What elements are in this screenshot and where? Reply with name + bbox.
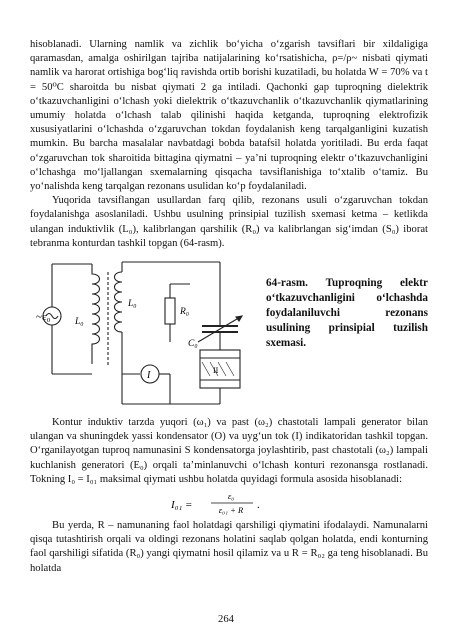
formula	[30, 489, 428, 517]
paragraph-method: Yuqorida tavsiflangan usullardan farq qilib, rezonans usuli o‘zgaruvchan tokdan foydalanishga asoslaniladi. Ushbu usulning prinsipial tuzilish sxemasi ketma – ketlikda ulangan induktivlik (L₀), kalibrlangan qarshilik (R₀) va kalibrlangan sig‘imdan (S₀) iborat tebranma konturdan tashkil topgan (64-rasm).	[30, 195, 428, 249]
formula-numerator: ε₀	[227, 491, 235, 502]
figure-row	[30, 254, 428, 416]
formula-denominator: ε₀₁ + R	[218, 505, 244, 516]
page-number: 264	[218, 614, 234, 625]
paragraph-conclusion: Bu yerda, R – namunaning faol holatdagi qarshiligi qiymatini ifodalaydi. Namunalarni qisqa tutashtirish orqali va oldingi rezonans holatini saqlab qolgan holatda, endi konturning faol qarshiligi sifatida (R₀) yangi qiymatni hosil qilamiz va u R = R₀₂ ga teng hisoblanadi. Bu holatda	[30, 520, 428, 574]
inductor-left-label: L₀	[75, 317, 84, 328]
left-inductor	[92, 264, 100, 364]
source-label: ~ε₀	[36, 311, 51, 324]
page-body	[30, 38, 428, 576]
resonance-circuit-diagram	[30, 254, 270, 412]
right-inductor	[115, 272, 123, 332]
capacitor-label: C₀	[188, 339, 198, 350]
formula-tail: .	[257, 499, 260, 512]
figure-caption: 64-rasm. Tuproqning elektr o‘tkazuvchanligini o‘lchashda foydalaniluvchi rezonans usulining prinsipial tuzilish sxemasi.	[266, 277, 428, 350]
paragraph-contour: Kontur induktiv tarzda yuqori (ω₁) va past (ω₂) chastotali lampali generator bilan ulangan va shuningdek yassi kondensator (O) va uyg‘un tok (I) indikatoridan tashkil topgan. O‘rganilayotgan tuproq namunasini S kondensatorga joylashtirib, past chastotali (ω₂) lampali kuchlanish generatori (E₀) orqali ta’minlanuvchi o‘lchash konturi rezonansga rostlanadi. Tokning I₀ = I₀₁ maksimal qiymati ushbu holatda quyidagi formula asosida hisoblanadi:	[30, 417, 428, 485]
resistor-symbol	[165, 298, 175, 324]
meter-label: I	[147, 370, 151, 382]
formula-svg	[169, 489, 289, 517]
sample-label: II	[213, 366, 219, 376]
paragraph-intro: hisoblanadi. Ularning namlik va zichlik bo‘yicha o‘zgarish tavsiflari bir xildaligiga qaramasdan, amalga oshirilgan tajriba natijalarining ko‘rsatishicha, ρ=/ρ~ nisbati qiymati namlik va harorat ortishiga bog‘liq ravishda ortib borishi kuzatiladi, bu holatda W = 70% va t = 50⁰C sharoitda bu nisbat qiymati 2 ga intiladi. Qachonki gap tuproqning dielektrik o‘tkazuvchanligini o‘lchash yoki dielektrik o‘tkazuvchanlik o‘tkazuvchanlik qiymatlarining umumiy holatda o‘lchash talab qilinishi haqida ketganda, tuproqning elektrofizik xususiyatlarini o‘lchashda o‘zgaruvchan tokdan foydalanish keng tarqalganligini kuzatish mumkin. Bu barcha masalalar navbatdagi bobda batafsil holatda yoritiladi. Bu erda faqat o‘zgaruvchan tok sharoitida bittagina qiymatni – ya’ni tuproqning elektr o‘tkazuvchanligini o‘lchashga mo‘ljallangan sxemalarning qisqacha tavsiflanishiga to‘xtalib o‘tamiz. Bu yo‘nalishda keng tarqalgan rezonans usulidan ko‘p foydalaniladi.	[30, 39, 428, 193]
resistor-label: R₀	[180, 307, 190, 318]
inductor-right-label: L₀	[128, 299, 137, 310]
formula-lhs: I₀₁ =	[171, 499, 193, 512]
